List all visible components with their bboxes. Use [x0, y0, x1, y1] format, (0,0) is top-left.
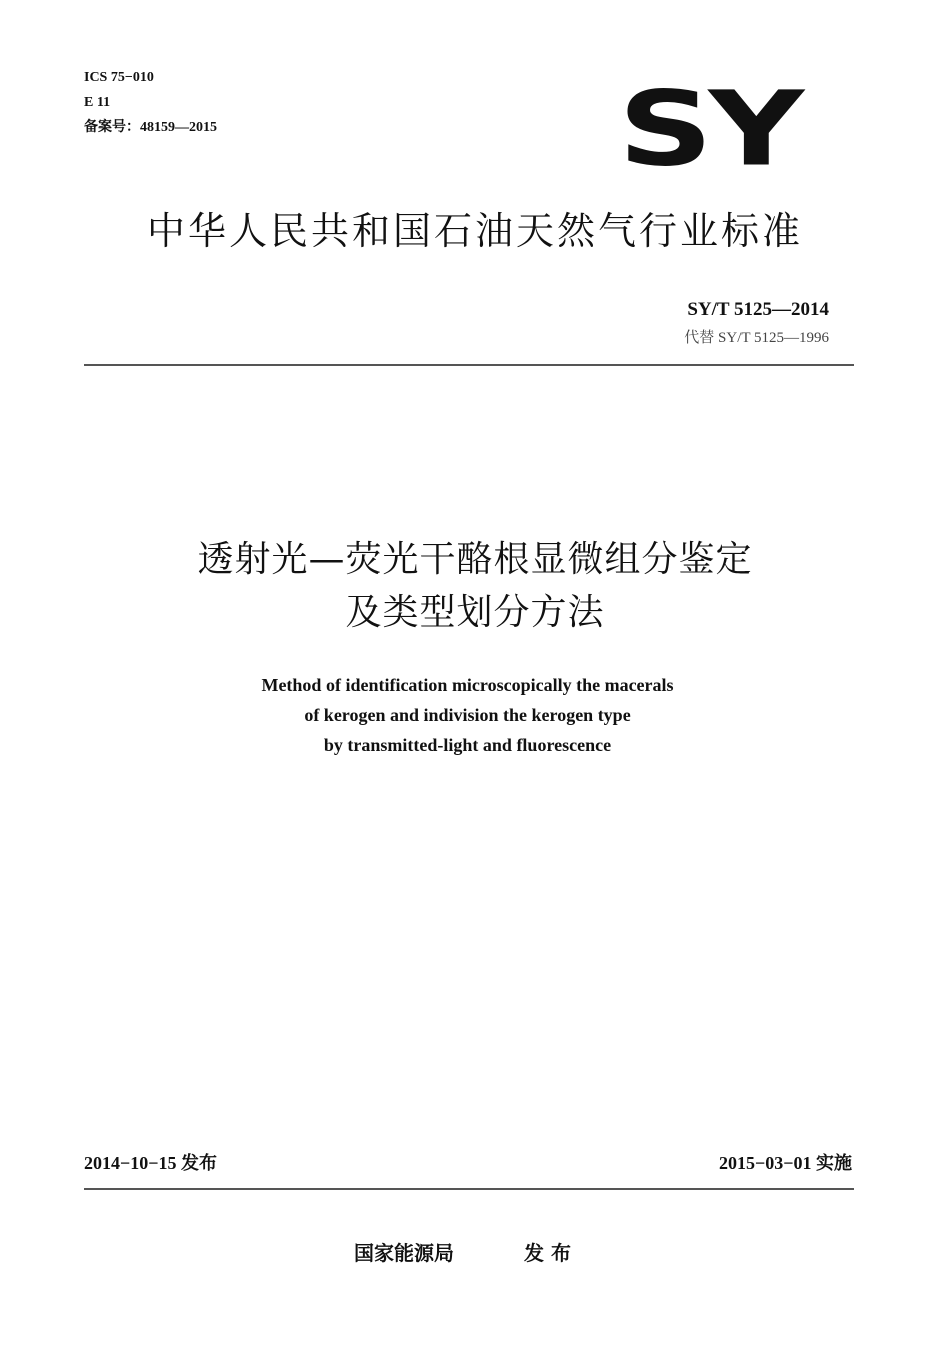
ics-code: ICS 75−010 [84, 70, 154, 85]
title-en-line-1: Method of identification microscopically the macerals [261, 675, 674, 695]
top-divider [84, 364, 854, 366]
standard-number: SY/T 5125—2014 [687, 299, 829, 320]
issue-action: 发 布 [524, 1241, 571, 1265]
implementation-date: 2015−03−01 实施 [718, 1153, 852, 1173]
title-en-line-2: of kerogen and indivision the kerogen type [304, 705, 631, 725]
title-cn-line-1: 透射光—荧光干酪根显微组分鉴定 [197, 539, 753, 580]
ccs-code: E 11 [84, 95, 111, 110]
organization-title: 中华人民共和国石油天然气行业标准 [146, 209, 803, 253]
sy-logo: SY [618, 69, 800, 190]
issue-date: 2014−10−15 发布 [84, 1153, 218, 1173]
bottom-divider [84, 1188, 854, 1190]
issuing-authority: 国家能源局 [354, 1241, 454, 1265]
replaced-standard: 代替 SY/T 5125—1996 [684, 330, 829, 346]
filing-number: 备案号：48159—2015 [84, 120, 217, 135]
title-cn-line-2: 及类型划分方法 [345, 592, 605, 633]
title-en-line-3: by transmitted-light and fluorescence [323, 735, 612, 755]
